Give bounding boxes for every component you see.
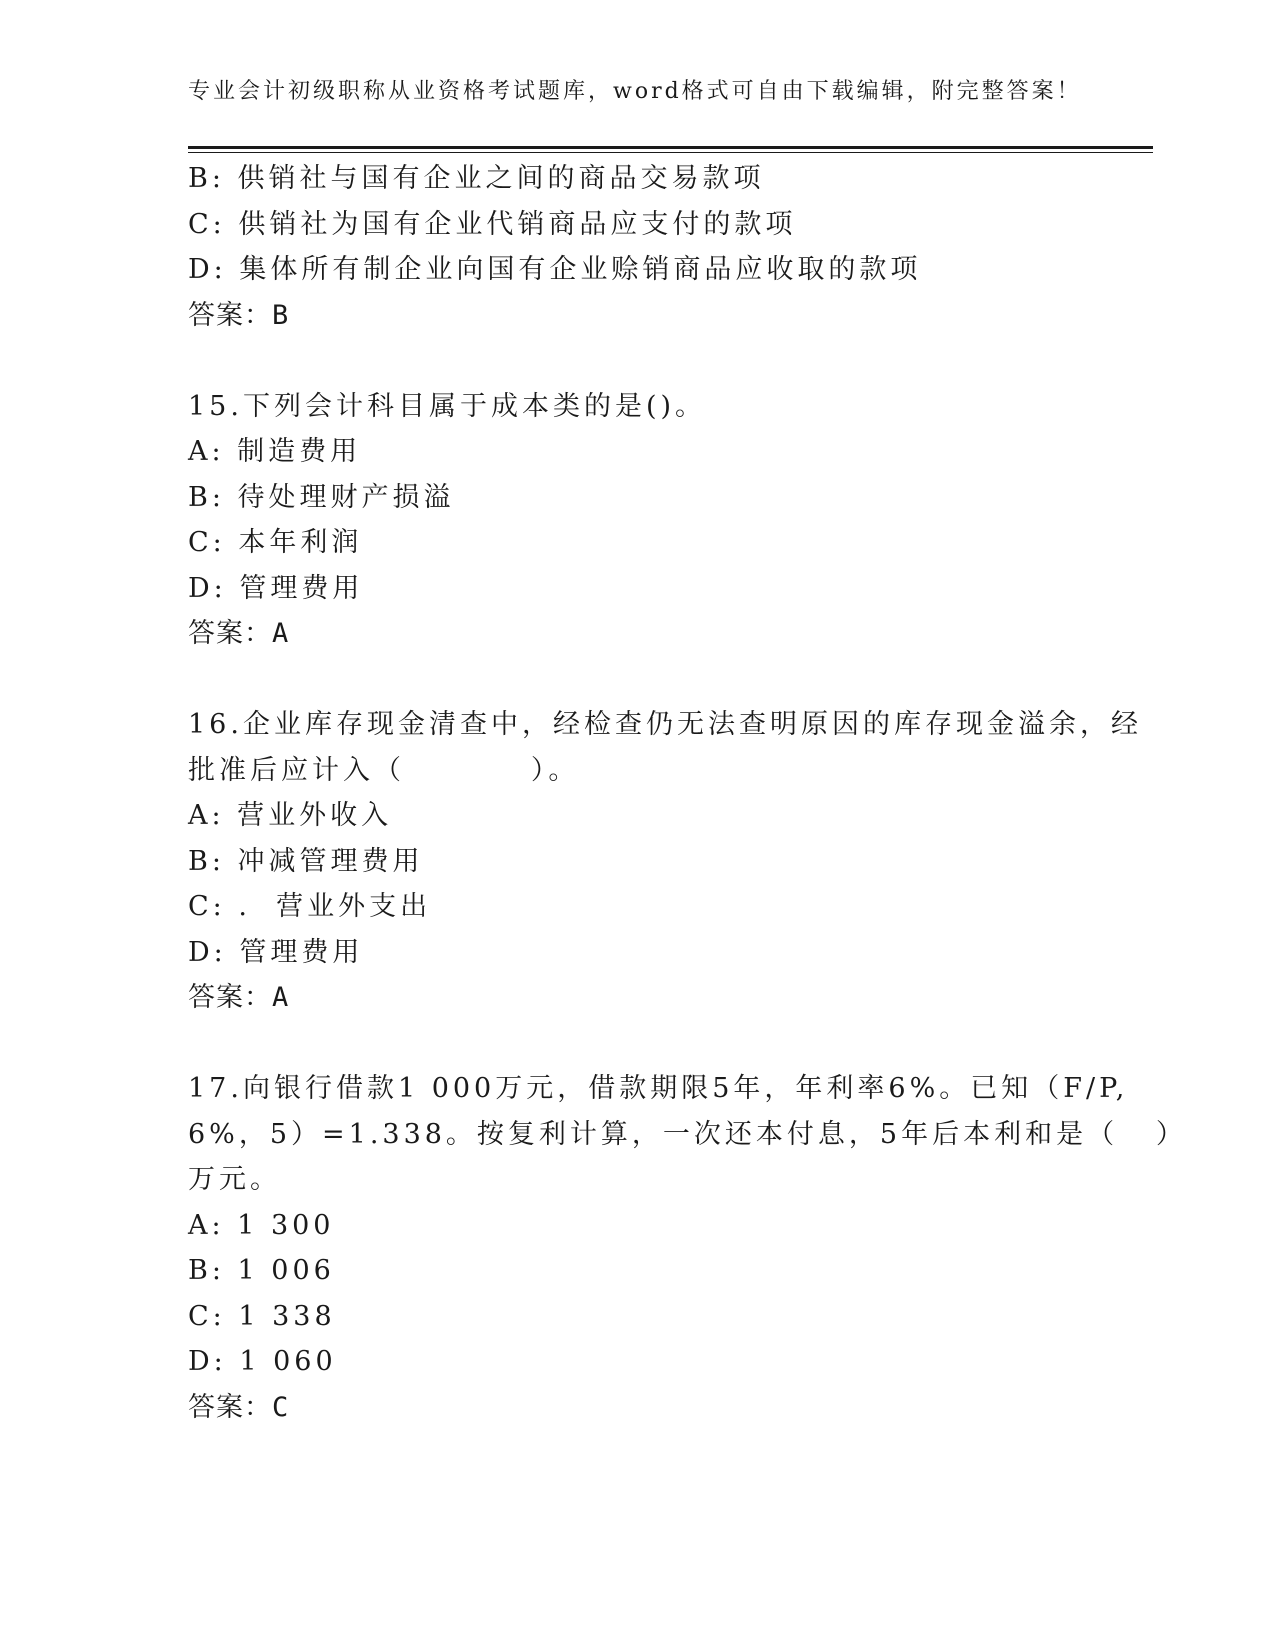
option-c: C: . 营业外支出 xyxy=(188,891,432,922)
answer-line: 答案：A xyxy=(188,618,290,649)
document-header: 专业会计初级职称从业资格考试题库，word格式可自由下载编辑，附完整答案！ xyxy=(188,79,1082,104)
question-14-continued xyxy=(188,156,1088,338)
question-17 xyxy=(188,1066,1187,1430)
option-b: B: 1 006 xyxy=(188,1255,335,1286)
option-b: B: 供销社与国有企业之间的商品交易款项 xyxy=(188,163,765,194)
question-15 xyxy=(188,384,1088,657)
answer-line: 答案：A xyxy=(188,982,290,1013)
question-16 xyxy=(188,702,1142,1021)
option-a: A: 1 300 xyxy=(188,1209,335,1241)
spacer xyxy=(188,1021,1088,1067)
option-a: A: 制造费用 xyxy=(188,436,362,467)
answer-line: 答案：C xyxy=(188,1391,290,1423)
option-d: D: 管理费用 xyxy=(188,572,364,604)
header-rule-thin xyxy=(188,152,1153,153)
option-d: D: 1 060 xyxy=(188,1346,337,1377)
question-stem: 17.向银行借款1 000万元，借款期限5年，年利率6%。已知（F/P, xyxy=(188,1073,1129,1104)
question-stem-continued: 批准后应计入（ ）。 xyxy=(188,754,580,786)
option-c: C: 本年利润 xyxy=(188,527,363,558)
question-list xyxy=(188,156,1187,1430)
option-d: D: 管理费用 xyxy=(188,936,364,968)
question-stem: 15.下列会计科目属于成本类的是()。 xyxy=(188,390,707,422)
option-c: C: 供销社为国有企业代销商品应支付的款项 xyxy=(188,208,797,240)
question-stem-continued: 6%，5）=1.338。按复利计算，一次还本付息，5年后本利和是（ ） xyxy=(188,1118,1187,1150)
option-d: D: 集体所有制企业向国有企业赊销商品应收取的款项 xyxy=(188,254,922,285)
answer-line: 答案：B xyxy=(188,299,290,331)
option-b: B: 待处理财产损溢 xyxy=(188,481,455,513)
spacer xyxy=(188,338,1088,384)
question-stem: 16.企业库存现金清查中，经检查仍无法查明原因的库存现金溢余，经 xyxy=(188,709,1142,740)
header-rule-thick xyxy=(188,146,1153,149)
spacer xyxy=(188,657,1088,703)
option-a: A: 营业外收入 xyxy=(188,800,393,831)
option-b: B: 冲减管理费用 xyxy=(188,845,424,877)
option-c: C: 1 338 xyxy=(188,1300,336,1332)
question-stem-continued: 万元。 xyxy=(188,1164,281,1195)
